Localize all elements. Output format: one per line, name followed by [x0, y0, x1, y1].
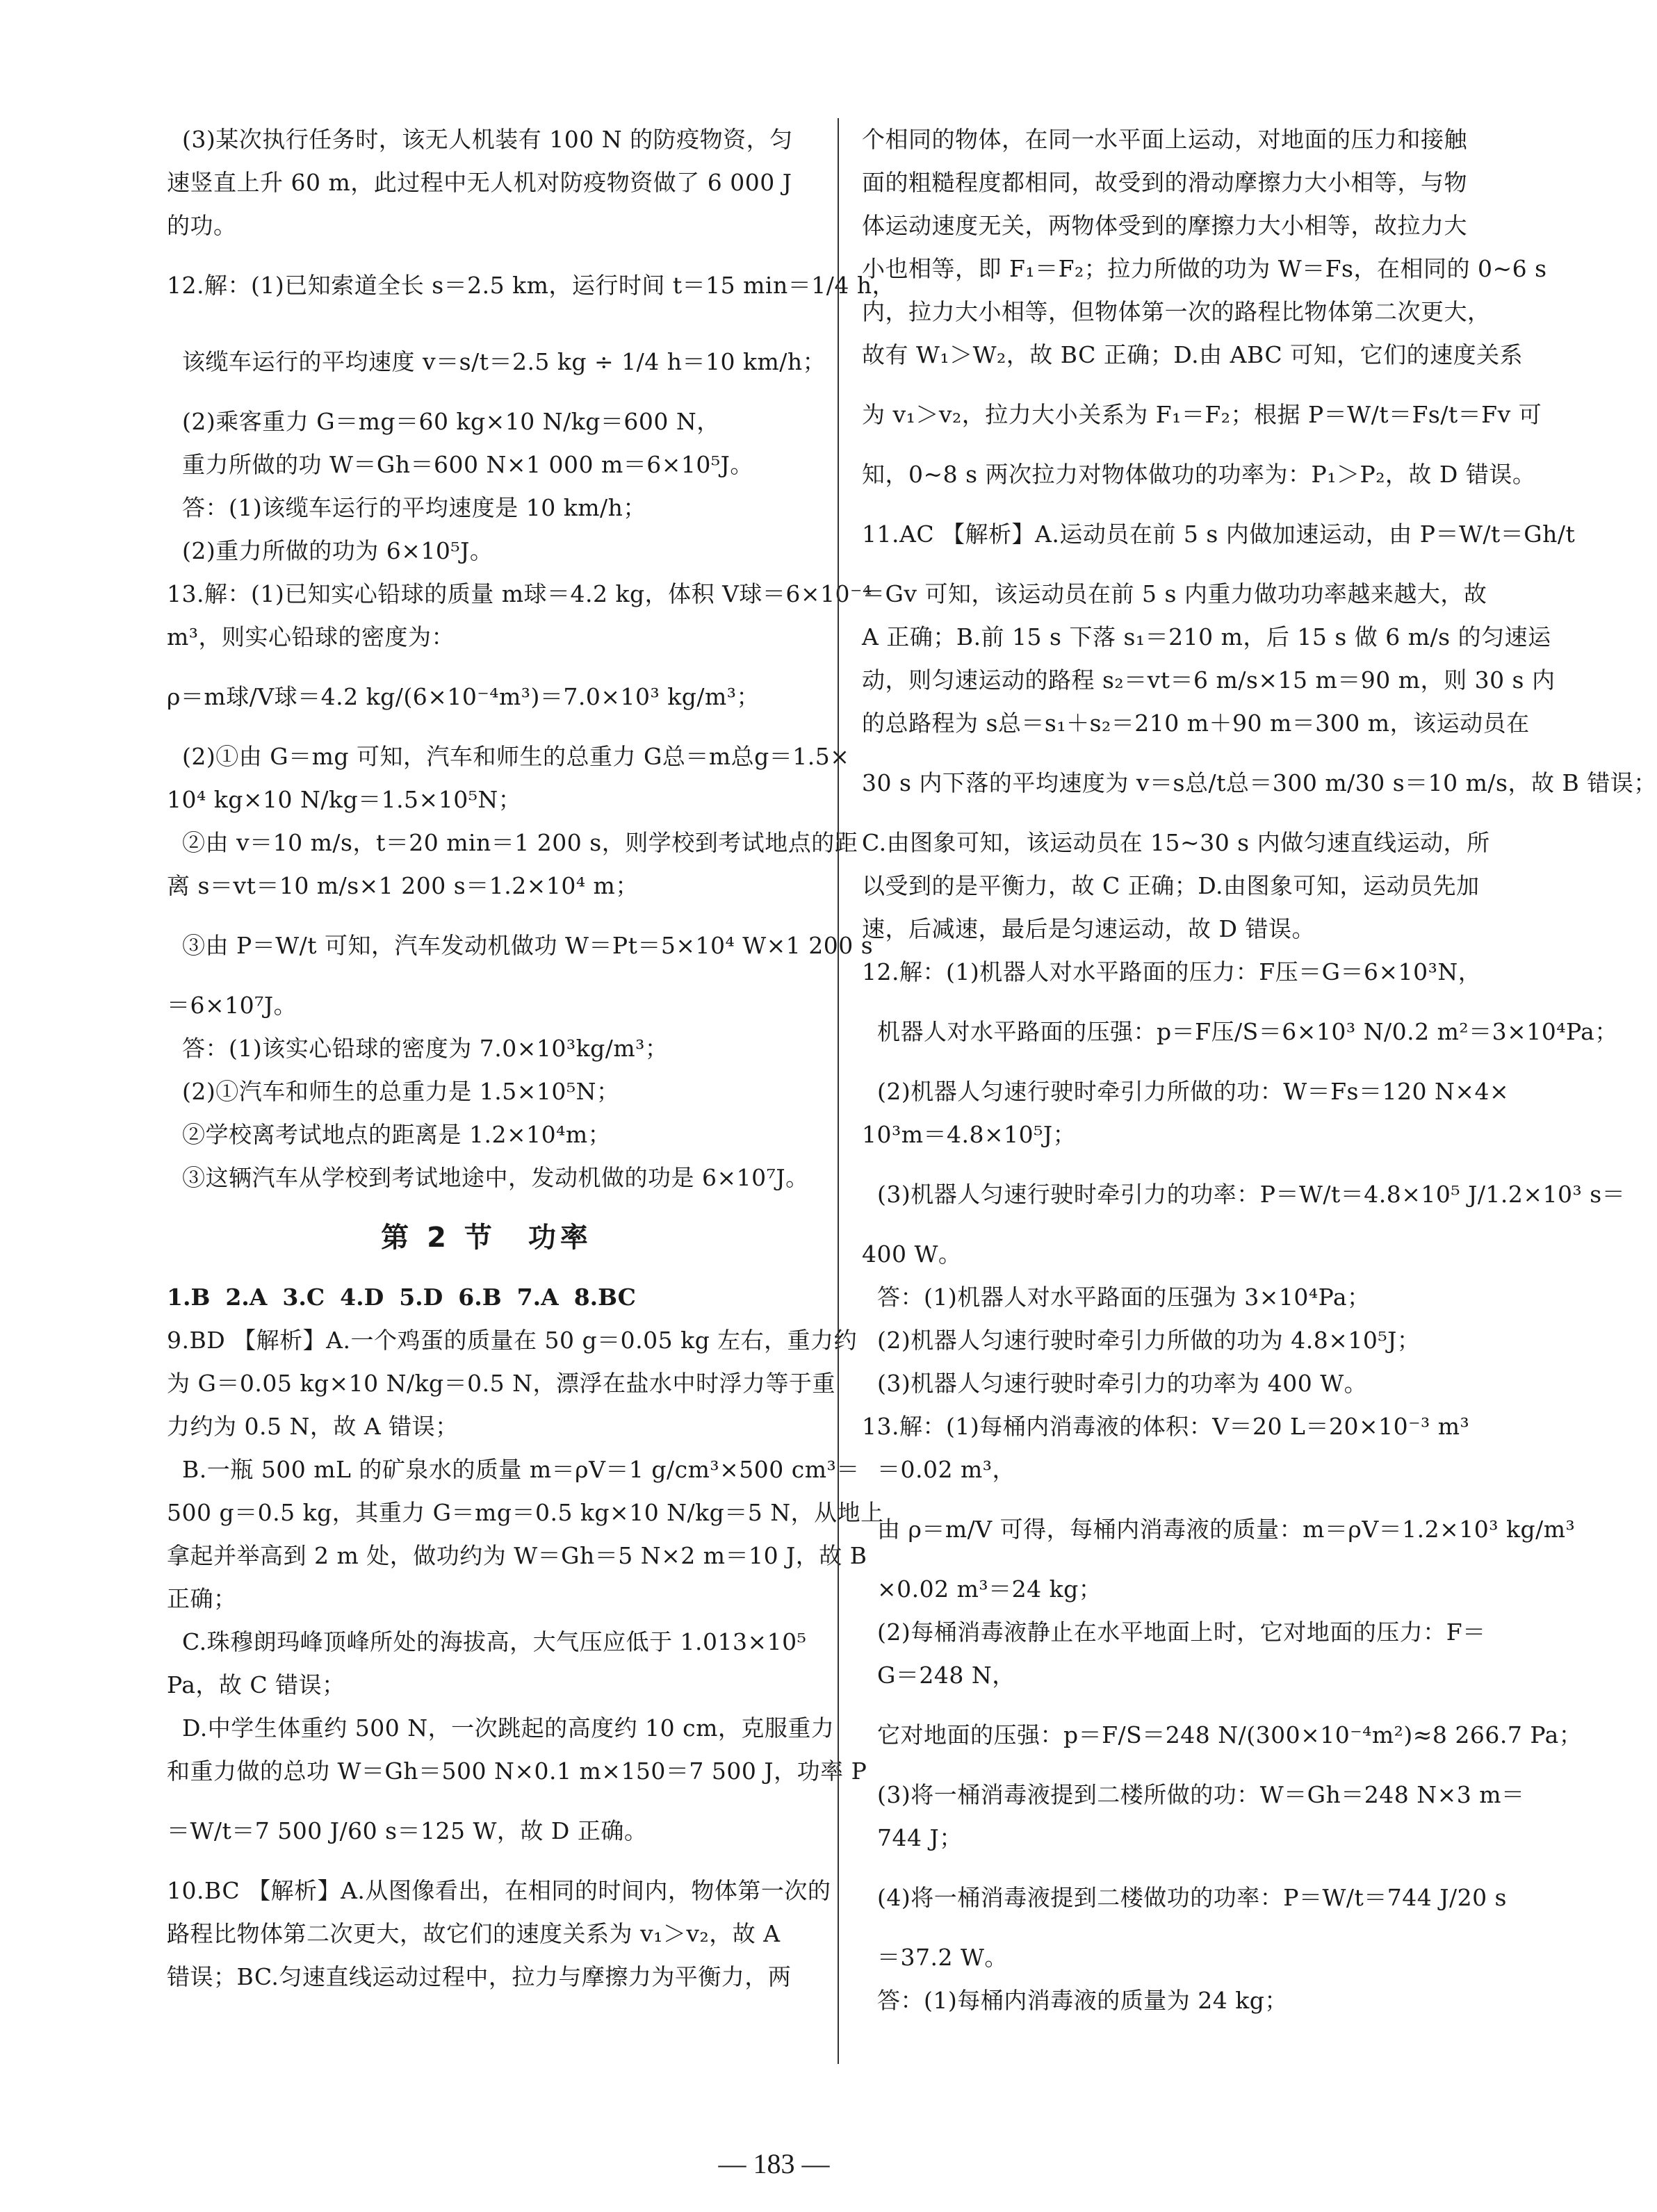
text-line: (3)机器人匀速行驶时牵引力的功率为 400 W。	[877, 1370, 1368, 1397]
text-line: 12.解：(1)已知索道全长 s＝2.5 km，运行时间 t＝15 min＝1/4 h，	[167, 272, 896, 299]
text-line: B.一瓶 500 mL 的矿泉水的质量 m＝ρV＝1 g/cm³×500 cm³＝	[182, 1456, 860, 1483]
text-line: 12.解：(1)机器人对水平路面的压力：F压＝G＝6×10³N，	[862, 958, 1482, 985]
text-line: 离 s＝vt＝10 m/s×1 200 s＝1.2×10⁴ m；	[167, 872, 639, 899]
text-line: 和重力做的总功 W＝Gh＝500 N×0.1 m×150＝7 500 J，功率 P	[167, 1758, 867, 1785]
text-line: ②学校离考试地点的距离是 1.2×10⁴m；	[182, 1121, 612, 1148]
text-line: ②由 v＝10 m/s，t＝20 min＝1 200 s，则学校到考试地点的距	[182, 829, 858, 856]
left-column	[167, 118, 896, 1999]
answer-key: 4.D	[340, 1284, 384, 1311]
answer-key: 6.B	[458, 1284, 502, 1311]
right-column	[862, 118, 1657, 2022]
right-text-block	[862, 118, 1657, 2022]
text-line: 它对地面的压强：p＝F/S＝248 N/(300×10⁻⁴m²)≈8 266.7 Pa；	[877, 1721, 1583, 1748]
text-line: (3)将一桶消毒液提到二楼所做的功：W＝Gh＝248 N×3 m＝	[877, 1781, 1525, 1808]
text-line: 的总路程为 s总＝s₁＋s₂＝210 m＋90 m＝300 m，该运动员在	[862, 710, 1530, 737]
text-line: 9.BD 【解析】A.一个鸡蛋的质量在 50 g＝0.05 kg 左右，重力约	[167, 1327, 858, 1354]
text-line: (4)将一桶消毒液提到二楼做功的功率：P＝W/t＝744 J/20 s	[877, 1884, 1507, 1911]
text-line: 30 s 内下落的平均速度为 v＝s总/t总＝300 m/30 s＝10 m/s，故 B 错误；	[862, 769, 1657, 796]
text-line: 故有 W₁＞W₂，故 BC 正确；D.由 ABC 可知，它们的速度关系	[862, 341, 1524, 368]
text-line: 小也相等，即 F₁＝F₂；拉力所做的功为 W＝Fs，在相同的 0~6 s	[862, 255, 1547, 282]
text-line: 内，拉力大小相等，但物体第一次的路程比物体第二次更大，	[862, 298, 1491, 325]
text-line: 拿起并举高到 2 m 处，做功约为 W＝Gh＝5 N×2 m＝10 J，故 B	[167, 1542, 867, 1569]
text-line: (3)某次执行任务时，该无人机装有 100 N 的防疫物资，匀	[182, 126, 793, 153]
answer-key: 5.D	[399, 1284, 443, 1311]
text-line: 为 v₁＞v₂，拉力大小关系为 F₁＝F₂；根据 P＝W/t＝Fs/t＝Fv 可	[862, 401, 1542, 428]
text-line: C.由图象可知，该运动员在 15~30 s 内做匀速直线运动，所	[862, 829, 1490, 856]
left-text-block	[167, 118, 896, 1199]
text-line: 为 G＝0.05 kg×10 N/kg＝0.5 N，漂浮在盐水中时浮力等于重	[167, 1370, 836, 1397]
text-line: Pa，故 C 错误；	[167, 1671, 345, 1698]
answer-key: 3.C	[282, 1284, 325, 1311]
text-line: ③这辆汽车从学校到考试地途中，发动机做的功是 6×10⁷J。	[182, 1164, 809, 1191]
text-line: ＝37.2 W。	[877, 1944, 1008, 1971]
text-line: (2)①由 G＝mg 可知，汽车和师生的总重力 G总＝m总g＝1.5×	[182, 743, 850, 770]
page-number: — 183 —	[718, 2148, 830, 2179]
text-line: (2)机器人匀速行驶时牵引力所做的功：W＝Fs＝120 N×4×	[877, 1078, 1510, 1105]
text-line: 答：(1)该实心铅球的密度为 7.0×10³kg/m³；	[182, 1035, 669, 1062]
answer-key: 1.B	[167, 1284, 211, 1311]
text-line: ×0.02 m³＝24 kg；	[877, 1575, 1102, 1603]
text-line: 力约为 0.5 N，故 A 错误；	[167, 1413, 459, 1440]
text-line: 机器人对水平路面的压强：p＝F压/S＝6×10³ N/0.2 m²＝3×10⁴Pa；	[877, 1018, 1618, 1045]
text-line: 错误；BC.匀速直线运动过程中，拉力与摩擦力为平衡力，两	[167, 1963, 792, 1990]
text-line: A 正确；B.前 15 s 下落 s₁＝210 m，后 15 s 做 6 m/s 的匀速运	[862, 623, 1551, 650]
text-line: ＝W/t＝7 500 J/60 s＝125 W，故 D 正确。	[167, 1817, 648, 1844]
text-line: 答：(1)该缆车运行的平均速度是 10 km/h；	[182, 494, 646, 521]
text-line: 10⁴ kg×10 N/kg＝1.5×10⁵N；	[167, 786, 522, 813]
text-line: (2)每桶消毒液静止在水平地面上时，它对地面的压力：F＝	[877, 1619, 1486, 1646]
text-line: 500 g＝0.5 kg，其重力 G＝mg＝0.5 kg×10 N/kg＝5 N，从地上	[167, 1499, 884, 1526]
text-line: (2)①汽车和师生的总重力是 1.5×10⁵N；	[182, 1078, 620, 1105]
text-line: 以受到的是平衡力，故 C 正确；D.由图象可知，运动员先加	[862, 872, 1480, 899]
text-line: 面的粗糙程度都相同，故受到的滑动摩擦力大小相等，与物	[862, 169, 1467, 196]
answer-key: 8.BC	[573, 1284, 636, 1311]
text-line: 个相同的物体，在同一水平面上运动，对地面的压力和接触	[862, 126, 1467, 153]
text-line: 重力所做的功 W＝Gh＝600 N×1 000 m＝6×10⁵J。	[182, 451, 753, 478]
text-line: 400 W。	[862, 1240, 962, 1268]
text-line: m³，则实心铅球的密度为：	[167, 623, 455, 650]
text-line: ＝6×10⁷J。	[167, 992, 297, 1019]
text-line: 知，0~8 s 两次拉力对物体做功的功率为：P₁＞P₂，故 D 错误。	[862, 461, 1536, 488]
text-line: ρ＝m球/V球＝4.2 kg/(6×10⁻⁴m³)＝7.0×10³ kg/m³；	[167, 683, 760, 710]
text-line: 10³m＝4.8×10⁵J；	[862, 1121, 1077, 1148]
text-line: 由 ρ＝m/V 可得，每桶内消毒液的质量：m＝ρV＝1.2×10³ kg/m³	[877, 1516, 1576, 1543]
text-line: 10.BC 【解析】A.从图像看出，在相同的时间内，物体第一次的	[167, 1877, 831, 1904]
text-line: 动，则匀速运动的路程 s₂＝vt＝6 m/s×15 m＝90 m，则 30 s 内	[862, 666, 1556, 694]
text-line: 路程比物体第二次更大，故它们的速度关系为 v₁＞v₂，故 A	[167, 1920, 781, 1947]
text-line: 该缆车运行的平均速度 v＝s/t＝2.5 kg ÷ 1/4 h＝10 km/h；	[182, 348, 826, 375]
text-line: 答：(1)每桶内消毒液的质量为 24 kg；	[877, 1987, 1288, 2014]
text-line: 744 J；	[877, 1824, 963, 1851]
text-line: 速，后减速，最后是匀速运动，故 D 错误。	[862, 915, 1315, 942]
text-line: (2)乘客重力 G＝mg＝60 kg×10 N/kg＝600 N，	[182, 408, 720, 435]
text-line: (3)机器人匀速行驶时牵引力的功率：P＝W/t＝4.8×10⁵ J/1.2×10³ s＝	[877, 1181, 1626, 1208]
answer-key: 2.A	[225, 1284, 268, 1311]
text-line: 速竖直上升 60 m，此过程中无人机对防疫物资做了 6 000 J	[167, 169, 792, 196]
text-line: ＝0.02 m³，	[877, 1456, 1015, 1483]
text-line: 13.解：(1)已知实心铅球的质量 m球＝4.2 kg，体积 V球＝6×10⁻⁴	[167, 580, 872, 607]
text-line: 答：(1)机器人对水平路面的压强为 3×10⁴Pa；	[877, 1284, 1371, 1311]
text-line: 体运动速度无关，两物体受到的摩擦力大小相等，故拉力大	[862, 212, 1467, 239]
answer-keys	[167, 1276, 806, 1319]
text-line: 13.解：(1)每桶内消毒液的体积：V＝20 L＝20×10⁻³ m³	[862, 1413, 1470, 1440]
text-line: 的功。	[167, 212, 237, 239]
answer-key: 7.A	[516, 1284, 559, 1311]
text-line: ③由 P＝W/t 可知，汽车发动机做功 W＝Pt＝5×10⁴ W×1 200 s	[182, 932, 874, 959]
section-title: 第 2 节 功率	[381, 1222, 592, 1254]
text-line: D.中学生体重约 500 N，一次跳起的高度约 10 cm，克服重力	[182, 1714, 835, 1742]
text-line: 11.AC 【解析】A.运动员在前 5 s 内做加速运动，由 P＝W/t＝Gh/t	[862, 521, 1576, 548]
text-line: C.珠穆朗玛峰顶峰所处的海拔高，大气压应低于 1.013×10⁵	[182, 1628, 807, 1655]
text-line: (2)重力所做的功为 6×10⁵J。	[182, 537, 493, 564]
text-line: G＝248 N，	[877, 1662, 1015, 1689]
text-line: 正确；	[167, 1585, 237, 1612]
left-text-block-2	[167, 1319, 884, 1999]
text-line: ＝Gv 可知，该运动员在前 5 s 内重力做功功率越来越大，故	[862, 580, 1487, 607]
column-divider	[838, 118, 839, 2064]
text-line: (2)机器人匀速行驶时牵引力所做的功为 4.8×10⁵J；	[877, 1327, 1421, 1354]
